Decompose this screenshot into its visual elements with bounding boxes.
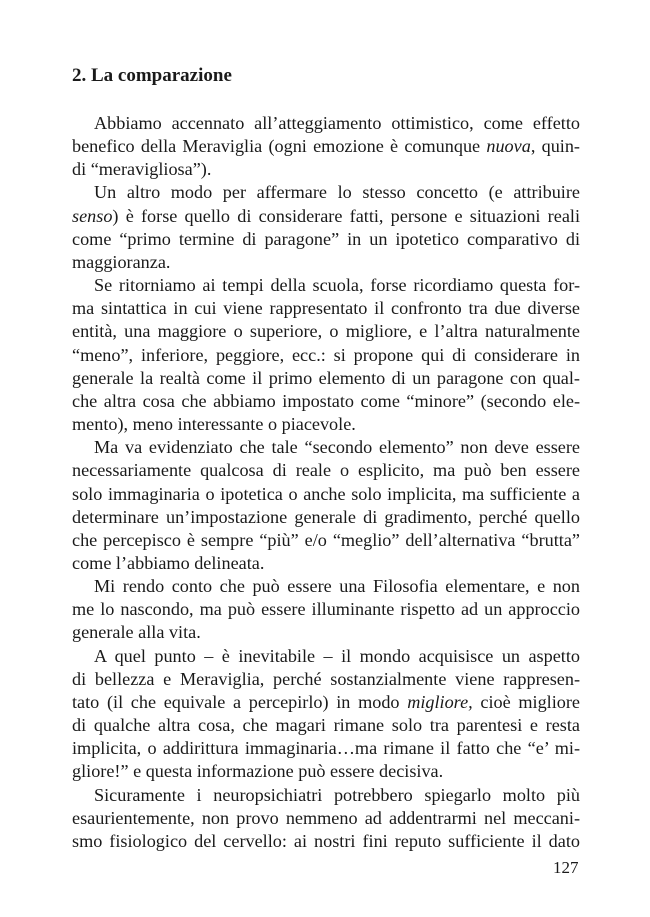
section-heading: 2. La comparazione [72,65,232,86]
emphasized-word: migliore, [407,691,473,712]
text-line: mento), meno interessante o piacevole. [72,414,356,435]
text-line: Sicuramente i neuropsichiatri potrebbero spiegarlo molto più [94,784,580,805]
text-line: determinare un’impostazione generale di gradimento, perché quello [72,506,580,527]
text-line: Mi rendo conto che può essere una Filosofia elementare, e non [94,576,580,597]
text-line: “meno”, inferiore, peggiore, ecc.: si propone qui di considerare in [72,344,580,365]
text-line: smo fisiologico del cervello: ai nostri fini reputo sufficiente il dato [72,830,580,851]
text-line: gliore!” e questa informazione può essere decisiva. [72,761,444,782]
text-line: di qualche altra cosa, che magari rimane solo tra parentesi e resta [72,715,580,736]
text-line: implicita, o addirittura immaginaria…ma rimane il fatto che “e’ mi- [72,738,580,759]
text-line: Se ritorniamo ai tempi della scuola, forse ricordiamo questa for- [94,275,580,296]
body-text [72,112,580,853]
text-line: Un altro modo per affermare lo stesso concetto (e attribuire [94,182,580,203]
text-line: che altra cosa che abbiamo impostato come “minore” (secondo ele- [72,390,580,411]
text-line: generale alla vita. [72,622,201,643]
text-line: Ma va evidenziato che tale “secondo elemento” non deve essere [94,437,580,458]
text-line: come “primo termine di paragone” in un ipotetico comparativo di [72,228,580,249]
text-line: me lo nascondo, ma può essere illuminante rispetto ad un approccio [72,599,580,620]
text-line: tato (il che equivale a percepirlo) in modo migliore, cioè migliore [72,691,581,712]
text-line: senso) è forse quello di considerare fatti, persone e situazioni reali [72,205,580,226]
text-line: benefico della Meraviglia (ogni emozione è comunque nuova, quin- [72,136,580,157]
text-line: esaurientemente, non provo nemmeno ad addentrarmi nel meccani- [72,807,580,828]
text-line: entità, una maggiore o superiore, o migliore, e l’altra naturalmente [72,321,580,342]
emphasized-word: nuova [486,136,531,157]
text-line: ma sintattica in cui viene rappresentato il confronto tra due diverse [72,298,580,319]
text-line: come l’abbiamo delineata. [72,552,265,573]
text-line: solo immaginaria o ipotetica o anche solo implicita, ma sufficiente a [72,483,580,504]
text-line: Abbiamo accennato all’atteggiamento ottimistico, come effetto [94,113,580,133]
text-line: A quel punto – è inevitabile – il mondo acquisisce un aspetto [94,645,580,666]
emphasized-word: senso [72,205,113,226]
text-line: di “meravigliosa”). [72,159,212,180]
page-number: 127 [553,858,579,877]
text-line: necessariamente qualcosa di reale o esplicito, ma può ben essere [72,460,580,481]
text-line: che percepisco è sempre “più” e/o “meglio” dell’alternativa “brutta” [72,529,580,550]
text-line: generale la realtà come il primo elemento di un paragone con qual- [72,367,580,388]
text-line: maggioranza. [72,251,171,272]
text-line: di bellezza e Meraviglia, perché sostanzialmente viene rappresen- [72,668,580,689]
